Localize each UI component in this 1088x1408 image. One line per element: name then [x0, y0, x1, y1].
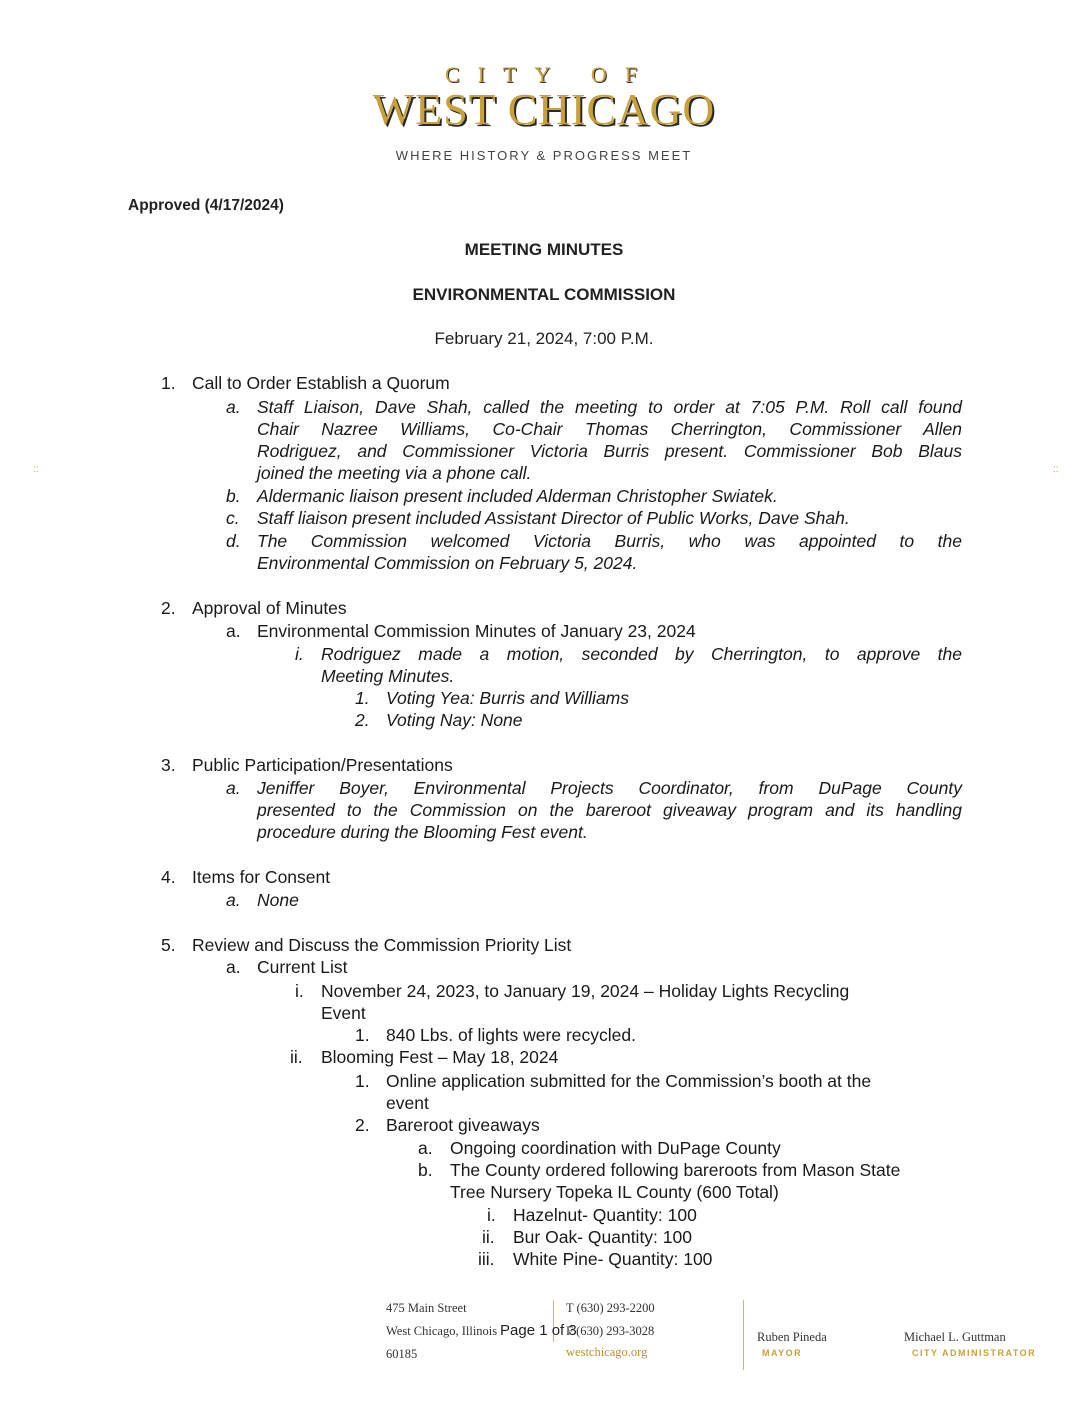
- item-marker: a.: [226, 397, 241, 417]
- item-marker: ii.: [290, 1047, 303, 1067]
- footer-divider: [743, 1300, 744, 1370]
- item-marker: 2.: [355, 710, 370, 730]
- section-heading: Call to Order Establish a Quorum: [192, 373, 450, 393]
- item-marker: 1.: [355, 1071, 370, 1091]
- item-marker: 1.: [355, 1025, 370, 1045]
- footer-fax: F (630) 293-3028: [566, 1324, 655, 1338]
- item-text: Aldermanic liaison present included Alderman Christopher Swiatek.: [257, 486, 778, 506]
- logo-west-chicago: WEST CHICAGO: [372, 85, 716, 134]
- item-marker: a.: [418, 1138, 433, 1158]
- item-marker: iii.: [478, 1249, 495, 1269]
- bareroot-item: Hazelnut- Quantity: 100: [513, 1205, 697, 1225]
- vote-nay: Voting Nay: None: [386, 710, 523, 730]
- item-text-line: Environmental Commission on February 5, 2024.: [257, 553, 638, 573]
- item-text-line: Chair Nazree Williams, Co-Chair Thomas Cherrington, Commissioner Allen: [257, 419, 962, 439]
- item-text-line: November 24, 2023, to January 19, 2024 – Holiday Lights Recycling: [321, 981, 850, 1001]
- footer-website-link[interactable]: westchicago.org: [566, 1345, 648, 1359]
- item-marker: 2.: [355, 1115, 370, 1135]
- section-number: 2.: [161, 598, 176, 618]
- footer-mayor-title: MAYOR: [762, 1348, 803, 1358]
- section-number: 1.: [161, 373, 176, 393]
- footer-mayor-name: Ruben Pineda: [757, 1330, 827, 1344]
- item-marker: i.: [295, 981, 304, 1001]
- footer-address-city: West Chicago, Illinois: [386, 1324, 498, 1338]
- item-text-line: Rodriguez, and Commissioner Victoria Burris present. Commissioner Bob Blaus: [257, 441, 962, 461]
- section-heading: Public Participation/Presentations: [192, 755, 453, 775]
- item-text-line: Rodriguez made a motion, seconded by Cherrington, to approve the: [321, 644, 962, 664]
- item-text-line: Online application submitted for the Commission’s booth at the: [386, 1071, 872, 1091]
- item-text: Staff liaison present included Assistant Director of Public Works, Dave Shah.: [257, 508, 850, 528]
- footer-administrator-name: Michael L. Guttman: [904, 1330, 1006, 1344]
- vote-yea: Voting Yea: Burris and Williams: [386, 688, 630, 708]
- item-text-line: presented to the Commission on the bareroot giveaway program and its handling: [257, 800, 962, 820]
- section-heading: Approval of Minutes: [192, 598, 347, 618]
- footer-phone: T (630) 293-2200: [566, 1301, 655, 1315]
- section-number: 4.: [161, 867, 176, 887]
- item-text-line: Jeniffer Boyer, Environmental Projects Coordinator, from DuPage County: [257, 778, 962, 798]
- item-marker: b.: [226, 486, 241, 506]
- item-text: 840 Lbs. of lights were recycled.: [386, 1025, 636, 1045]
- item-text-line: event: [386, 1093, 429, 1113]
- item-marker: a.: [226, 621, 241, 641]
- item-text-line: Staff Liaison, Dave Shah, called the meeting to order at 7:05 P.M. Roll call found: [257, 397, 962, 417]
- page-number: Page 1 of 3: [500, 1322, 577, 1339]
- item-marker: i.: [295, 644, 304, 664]
- section-heading: Review and Discuss the Commission Priority List: [192, 935, 572, 955]
- bareroot-item: White Pine- Quantity: 100: [513, 1249, 713, 1269]
- logo-city-of: CITY OF: [444, 62, 656, 87]
- item-marker: a.: [226, 957, 241, 977]
- item-marker: 1.: [355, 688, 370, 708]
- margin-mark: ::: [1053, 464, 1059, 475]
- item-text: Ongoing coordination with DuPage County: [450, 1138, 781, 1158]
- item-text-line: The Commission welcomed Victoria Burris, who was appointed to the: [257, 531, 962, 551]
- item-text: Current List: [257, 957, 348, 977]
- item-text-line: procedure during the Blooming Fest event.: [257, 822, 588, 842]
- item-text-line: Event: [321, 1003, 366, 1023]
- item-text: Environmental Commission Minutes of January 23, 2024: [257, 621, 696, 641]
- document-subtitle: ENVIRONMENTAL COMMISSION: [412, 285, 676, 304]
- footer-address-street: 475 Main Street: [386, 1301, 467, 1315]
- item-marker: a.: [226, 890, 241, 910]
- item-marker: i.: [487, 1205, 496, 1225]
- document-title: MEETING MINUTES: [464, 240, 624, 259]
- section-number: 5.: [161, 935, 176, 955]
- bareroot-item: Bur Oak- Quantity: 100: [513, 1227, 692, 1247]
- item-marker: c.: [226, 508, 240, 528]
- footer-address-zip: 60185: [386, 1347, 418, 1361]
- footer-administrator-title: CITY ADMINISTRATOR: [912, 1348, 1037, 1358]
- item-text-line: joined the meeting via a phone call.: [257, 463, 532, 483]
- item-marker: a.: [226, 778, 241, 798]
- item-text: None: [257, 890, 299, 910]
- item-text-line: Tree Nursery Topeka IL County (600 Total): [450, 1182, 779, 1202]
- item-marker: b.: [418, 1160, 433, 1180]
- item-text: Bareroot giveaways: [386, 1115, 540, 1135]
- meeting-datetime: February 21, 2024, 7:00 P.M.: [434, 329, 654, 348]
- section-number: 3.: [161, 755, 176, 775]
- margin-mark: ::: [33, 464, 39, 475]
- item-text-line: Meeting Minutes.: [321, 666, 455, 686]
- item-text-line: The County ordered following bareroots from Mason State: [450, 1160, 901, 1180]
- item-marker: ii.: [482, 1227, 495, 1247]
- approval-note: Approved (4/17/2024): [128, 197, 284, 214]
- logo-tagline: WHERE HISTORY & PROGRESS MEET: [395, 148, 693, 163]
- section-heading: Items for Consent: [192, 867, 331, 887]
- item-text: Blooming Fest – May 18, 2024: [321, 1047, 559, 1067]
- item-marker: d.: [226, 531, 241, 551]
